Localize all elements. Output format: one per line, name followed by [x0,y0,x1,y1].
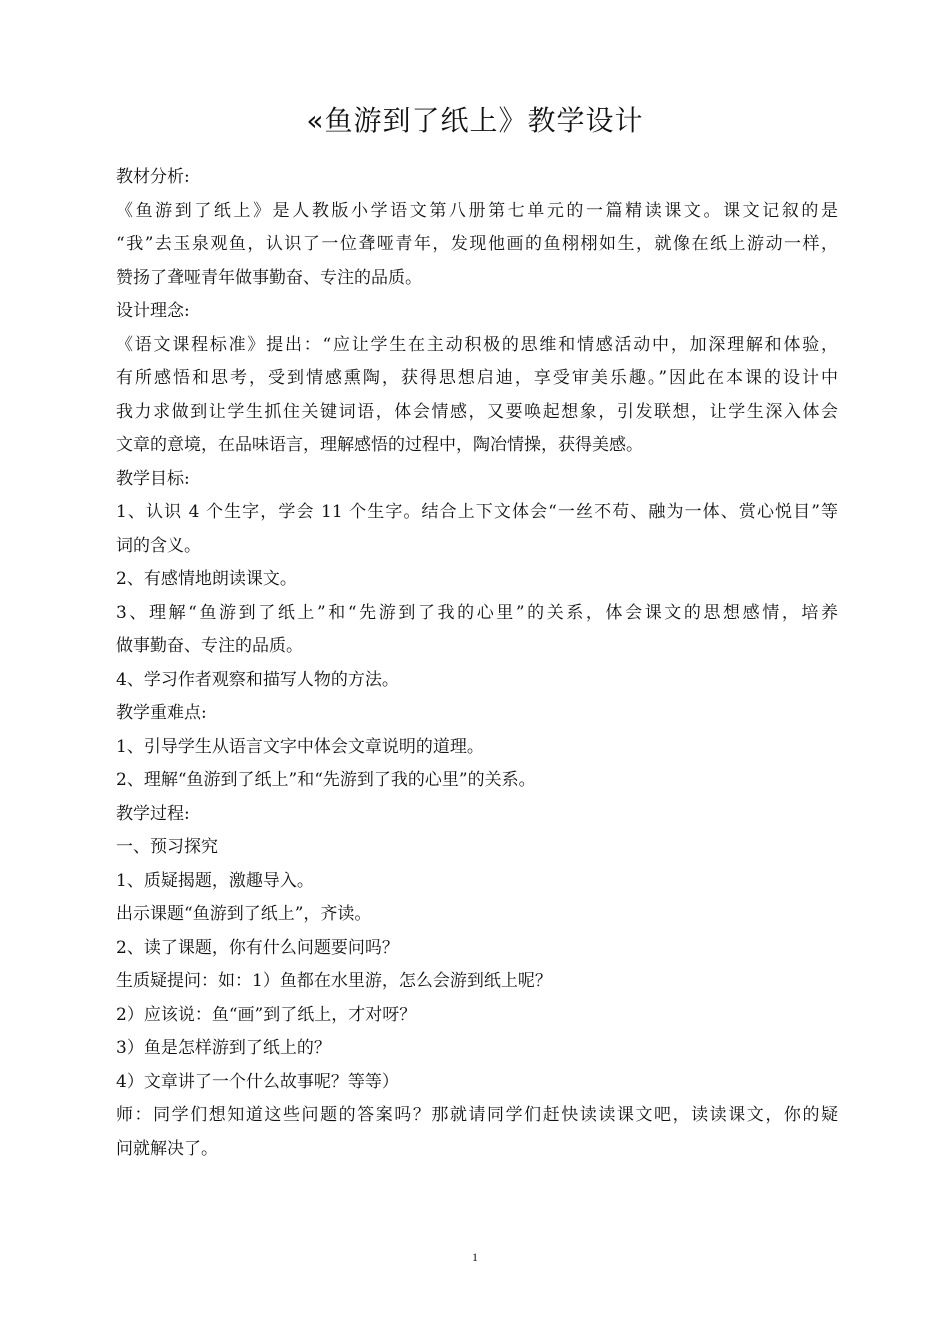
text-line: 1、认识 4 个生字，学会 11 个生字。结合上下文体会“一丝不苟、融为一体、赏心悦目”等 [116,502,838,522]
text-line: 师：同学们想知道这些问题的答案吗？那就请同学们赶快读读课文吧，读读课文，你的疑 [116,1105,838,1125]
document-body [116,161,838,1166]
text-line: 做事勤奋、专注的品质。 [116,636,303,656]
text-line: 文章的意境，在品味语言，理解感悟的过程中，陶冶情操，获得美感。 [116,435,643,455]
text-line: 教学过程: [116,803,190,824]
text-line: 词的含义。 [116,535,201,556]
text-line: 问就解决了。 [116,1138,218,1159]
text-line: 4、学习作者观察和描写人物的方法。 [116,669,399,690]
text-line: “我”去玉泉观鱼，认识了一位聋哑青年，发现他画的鱼栩栩如生，就像在纸上游动一样， [116,234,838,254]
text-line: 赞扬了聋哑青年做事勤奋、专注的品质。 [116,267,422,288]
text-line: 2、理解“鱼游到了纸上”和“先游到了我的心里”的关系。 [116,770,536,790]
text-line: 1、质疑揭题，激趣导入。 [116,870,314,891]
document-title: «鱼游到了纸上》教学设计 [306,104,644,137]
text-line: 1、引导学生从语言文字中体会文章说明的道理。 [116,736,484,757]
text-line: 出示课题“鱼游到了纸上”，齐读。 [116,904,372,924]
text-line: 3、理解“鱼游到了纸上”和“先游到了我的心里”的关系，体会课文的思想感情，培养 [116,602,838,623]
text-line: 教学目标: [116,468,190,489]
text-line: 有所感悟和思考，受到情感熏陶，获得思想启迪，享受审美乐趣。”因此在本课的设计中 [116,368,838,388]
text-line: 设计理念: [116,301,190,321]
text-line: 一、预习探究 [116,837,218,857]
text-line: 3）鱼是怎样游到了纸上的？ [116,1038,331,1058]
text-line: 教学重难点: [116,703,207,723]
text-line: 生质疑提问：如：1）鱼都在水里游，怎么会游到纸上呢？ [116,971,552,991]
text-line: 2）应该说：鱼“画”到了纸上，才对呀？ [116,1004,417,1025]
text-line: 2、读了课题，你有什么问题要问吗？ [116,937,399,958]
text-line: 2、有感情地朗读课文。 [116,569,297,589]
text-line: 我力求做到让学生抓住关键词语，体会情感，又要唤起想象，引发联想，让学生深入体会 [116,401,838,422]
page-number: 1 [472,1250,478,1264]
text-line: 教材分析: [116,167,190,187]
text-line: 《语文课程标准》提出：“应让学生在主动积极的思维和情感活动中，加深理解和体验， [116,334,838,355]
text-line: 4）文章讲了一个什么故事呢？等等） [116,1071,399,1092]
text-line: 《鱼游到了纸上》是人教版小学语文第八册第七单元的一篇精读课文。课文记叙的是 [116,200,838,221]
